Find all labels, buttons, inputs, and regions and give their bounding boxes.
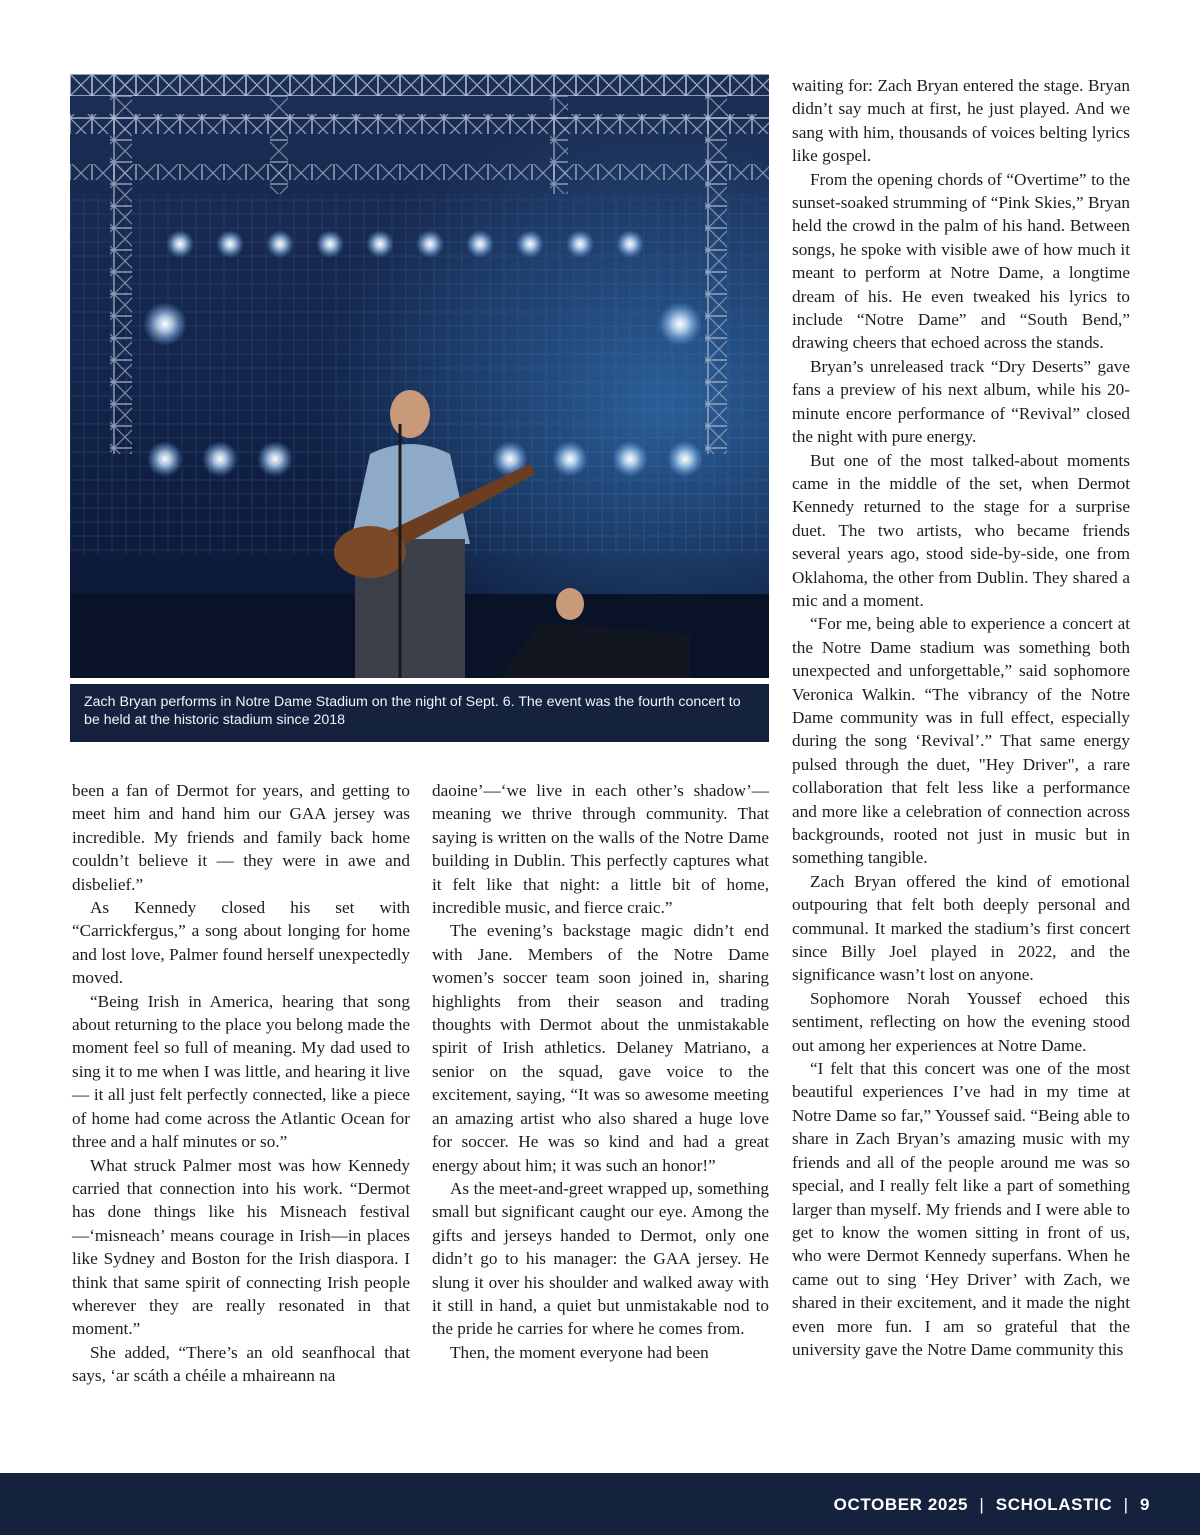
page-footer: [0, 1473, 1200, 1535]
paragraph: been a fan of Dermot for years, and getting to meet him and hand him our GAA jersey was incredible. My friends and family back home couldn’t believe it — they were in awe and disbelief.”: [72, 781, 410, 894]
article-column-left: [72, 779, 410, 1388]
paragraph: Then, the moment everyone had been: [450, 1342, 709, 1362]
paragraph: The evening’s backstage magic didn’t end with Jane. Members of the Notre Dame women’s soccer team soon joined in, sharing highlights from their season and trading thoughts with Dermot about the unmistakable spirit of Irish athletics. Delaney Matriano, a senior on the squad, gave voice to the excitement, saying, “It was so awesome meeting an amazing artist who also shared a huge love for soccer. He was so kind and had a great energy about him; it was such an honor!”: [432, 921, 769, 1175]
paragraph: Sophomore Norah Youssef echoed this sentiment, reflecting on how the evening stood out among her experiences at Notre Dame.: [792, 988, 1130, 1055]
paragraph: “For me, being able to experience a concert at the Notre Dame stadium was something both unexpected and unforgettable,” said sophomore Veronica Walkin. “The vibrancy of the Notre Dame community was in full effect, especially during the song ‘Revival’.” That same energy pulsed through the duet, "Hey Driver", a rare collaboration that felt less like a performance and more like a celebration of connection across backgrounds, rooted not just in music but in something tangible.: [792, 614, 1130, 868]
publication-name: SCHOLASTIC: [995, 1495, 1113, 1514]
article-column-right: [792, 74, 1130, 1361]
paragraph: daoine’—‘we live in each other’s shadow’—meaning we thrive through community. That saying is written on the walls of the Notre Dame building in Dublin. This perfectly captures what it felt like that night: a little bit of home, incredible music, and fierce craic.”: [432, 781, 769, 918]
paragraph: Zach Bryan offered the kind of emotional outpouring that felt both deeply personal and communal. It marked the stadium’s first concert since Billy Joel played in 2022, and the significance wasn’t lost on anyone.: [792, 871, 1130, 985]
paragraph: waiting for: Zach Bryan entered the stage. Bryan didn’t say much at first, he just played. And we sang with him, thousands of voices belting lyrics like gospel.: [792, 76, 1130, 166]
paragraph: From the opening chords of “Overtime” to the sunset-soaked strumming of “Pink Skies,” Bryan held the crowd in the palm of his hand. Between songs, he spoke with visible awe of how much it meant to perform at Notre Dame, a longtime dream of his. He even tweaked his lyrics to include “Notre Dame” and “South Bend,” drawing cheers that echoed across the stands.: [792, 169, 1130, 353]
concert-photo-illustration: [70, 74, 769, 678]
paragraph: “I felt that this concert was one of the most beautiful experiences I’ve had in my time at Notre Dame so far,” Youssef said. “Being able to share in Zach Bryan’s amazing music with my friends and all of the people around me was so special, and I really felt like a part of something larger than myself. My friends and I were able to get to know the women sitting in front of us, who were Dermot Kennedy superfans. When he came out to sing ‘Hey Driver’ with Zach, we shared in their excitement, and it made the night even more fun. I am so grateful that the university gave the Notre Dame community this: [792, 1059, 1130, 1359]
folio-separator: |: [1123, 1495, 1129, 1514]
folio: [834, 1495, 1150, 1515]
issue-date: OCTOBER 2025: [833, 1495, 969, 1514]
folio-separator: |: [979, 1495, 985, 1514]
paragraph: As the meet-and-greet wrapped up, something small but significant caught our eye. Among the gifts and jerseys handed to Dermot, only one didn’t go to his manager: the GAA jersey. He slung it over his shoulder and walked away with it still in hand, a quiet but unmistakable nod to the pride he carries for where he comes from.: [432, 1178, 769, 1339]
concert-photo: [70, 74, 769, 678]
paragraph: She added, “There’s an old seanfhocal that says, ‘ar scáth a chéile a mhaireann na: [72, 1342, 410, 1386]
article-column-middle: [432, 779, 769, 1364]
paragraph: But one of the most talked-about moments came in the middle of the set, when Dermot Kennedy returned to the stage for a surprise duet. The two artists, who became friends several years ago, stood side-by-side, one from Oklahoma, the other from Dublin. They shared a mic and a moment.: [792, 450, 1130, 610]
photo-caption: Zach Bryan performs in Notre Dame Stadium on the night of Sept. 6. The event was the fourth concert to be held at the historic stadium since 2018: [70, 684, 769, 742]
page-number: 9: [1139, 1495, 1150, 1514]
paragraph: Bryan’s unreleased track “Dry Deserts” gave fans a preview of his next album, while his 20-minute encore performance of “Revival” closed the night with pure energy.: [792, 356, 1130, 447]
paragraph: “Being Irish in America, hearing that song about returning to the place you belong made the moment feel so full of meaning. My dad used to sing it to me when I was little, and hearing it live — it all just felt perfectly connected, like a piece of home had come across the Atlantic Ocean for three and a half minutes or so.”: [72, 991, 410, 1152]
paragraph: As Kennedy closed his set with “Carrickfergus,” a song about longing for home and lost love, Palmer found herself unexpectedly moved.: [72, 898, 410, 988]
paragraph: What struck Palmer most was how Kennedy carried that connection into his work. “Dermot has done things like his Misneach festival—‘misneach’ means courage in Irish—in places like Sydney and Boston for the Irish diaspora. I think that same spirit of connecting Irish people wherever they are really resonated in that moment.”: [72, 1155, 410, 1339]
